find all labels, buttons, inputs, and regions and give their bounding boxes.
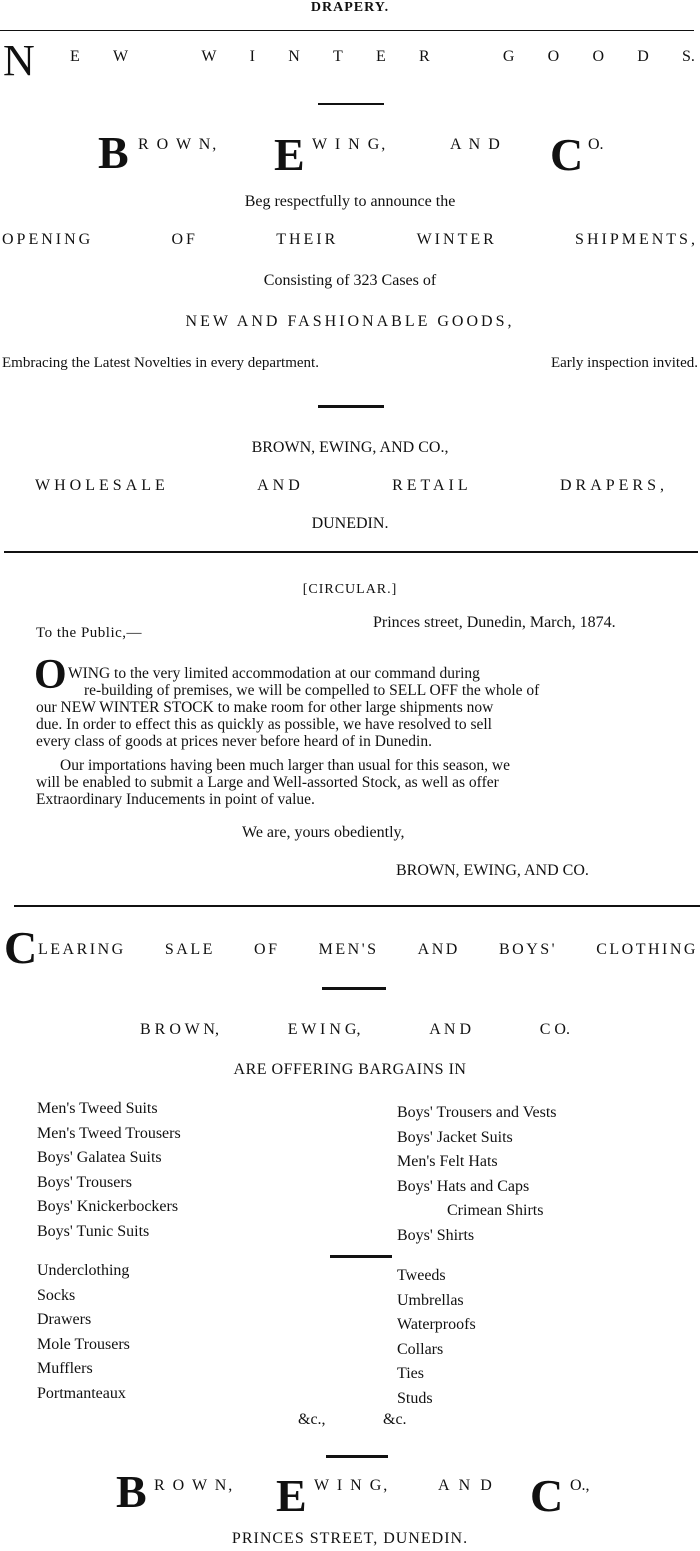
firm-name-display-footer: B R O W N, E W I N G, A N D C O.,	[116, 1466, 590, 1521]
address-line: PRINCES STREET, DUNEDIN.	[231, 1530, 469, 1547]
list-item: Boys' Galatea Suits	[37, 1149, 162, 1166]
list-item: Collars	[397, 1340, 444, 1358]
section-header: DRAPERY.	[310, 0, 390, 15]
divider	[330, 1255, 392, 1258]
city-line: DUNEDIN.	[311, 515, 389, 532]
list-item: Waterproofs	[397, 1316, 476, 1333]
right-list-2	[397, 1264, 476, 1411]
divider	[322, 987, 386, 990]
etc-right: &c.	[383, 1411, 407, 1428]
list-item: Boys' Hats and Caps	[397, 1177, 530, 1195]
headline-drop-cap: N	[3, 36, 35, 85]
section-rule	[14, 905, 700, 907]
signature: BROWN, EWING, AND CO.	[396, 862, 589, 879]
left-list-1	[37, 1097, 181, 1244]
list-item: Boys' Shirts	[397, 1226, 475, 1244]
firm-name-display: B R O W N, E W I N G, A N D C O.	[98, 127, 604, 180]
circular-label: [CIRCULAR.]	[302, 582, 398, 597]
divider	[318, 405, 384, 408]
announce-line: Beg respectfully to announce the	[244, 193, 456, 210]
list-item: Boys' Tunic Suits	[37, 1222, 150, 1240]
divider	[318, 103, 384, 105]
clearing-title: LEARING SALE OF MEN'S AND BOYS' CLOTHING	[38, 941, 698, 958]
list-item: Mufflers	[37, 1360, 93, 1377]
salutation: To the Public,—	[36, 625, 143, 641]
trade-line: WHOLESALE AND RETAIL DRAPERS,	[35, 477, 668, 494]
list-item: Crimean Shirts	[447, 1202, 544, 1219]
place-date: Princes street, Dunedin, March, 1874.	[373, 614, 616, 631]
consisting-line: Consisting of 323 Cases of	[263, 272, 437, 289]
new-goods-line: NEW AND FASHIONABLE GOODS,	[185, 313, 515, 330]
etc-left: &c.,	[298, 1411, 326, 1428]
offering-line: ARE OFFERING BARGAINS IN	[233, 1061, 467, 1078]
list-item: Boys' Trousers	[37, 1173, 132, 1191]
list-item: Boys' Trousers and Vests	[397, 1104, 557, 1121]
list-item: Men's Tweed Suits	[37, 1100, 158, 1117]
list-item: Umbrellas	[397, 1291, 464, 1309]
list-item: Mole Trousers	[37, 1335, 130, 1353]
list-item: Men's Tweed Trousers	[37, 1124, 181, 1142]
closing: We are, yours obediently,	[242, 824, 405, 841]
left-list-2	[37, 1259, 130, 1406]
list-item: Drawers	[37, 1311, 92, 1328]
firm-name-spaced: B R O W N, E W I N G, A N D C O.	[140, 1021, 570, 1038]
list-item: Studs	[397, 1389, 433, 1407]
list-item: Underclothing	[37, 1262, 130, 1279]
list-item: Boys' Jacket Suits	[397, 1128, 513, 1146]
right-list-1	[397, 1101, 557, 1248]
section-rule	[4, 551, 698, 553]
clearing-drop-cap: C	[4, 922, 38, 973]
divider	[326, 1455, 388, 1458]
firm-name-plain: BROWN, EWING, AND CO.,	[251, 439, 449, 456]
list-item: Boys' Knickerbockers	[37, 1198, 179, 1215]
circular-paragraph-1: WING to the very limited accommodation at our command during re-building of premises, we will be compelled to SELL OFF the whole of our NEW WINTER STOCK to make room for other large shipments now due. In order to effect this as quickly as possible, we have resolved to sell every class of goods at prices never before heard of in Dunedin.	[36, 665, 540, 750]
header-rule	[0, 30, 694, 31]
list-item: Ties	[397, 1365, 424, 1382]
list-item: Socks	[37, 1286, 76, 1304]
opening-line: OPENING OF THEIR WINTER SHIPMENTS,	[2, 231, 698, 248]
headline-new-winter-goods: E W W I N T E R G O O D S.	[70, 48, 695, 65]
circular-paragraph-2: Our importations having been much larger than usual for this season, we will be enabled to submit a Large and Well-assorted Stock, as well as offer Extraordinary Inducements in point of value.	[36, 757, 510, 808]
embracing-line: Embracing the Latest Novelties in every department. Early inspection invited.	[2, 355, 698, 371]
list-item: Tweeds	[397, 1267, 446, 1284]
circular-drop-cap: O	[34, 652, 67, 698]
list-item: Men's Felt Hats	[397, 1153, 498, 1170]
list-item: Portmanteaux	[37, 1384, 126, 1402]
